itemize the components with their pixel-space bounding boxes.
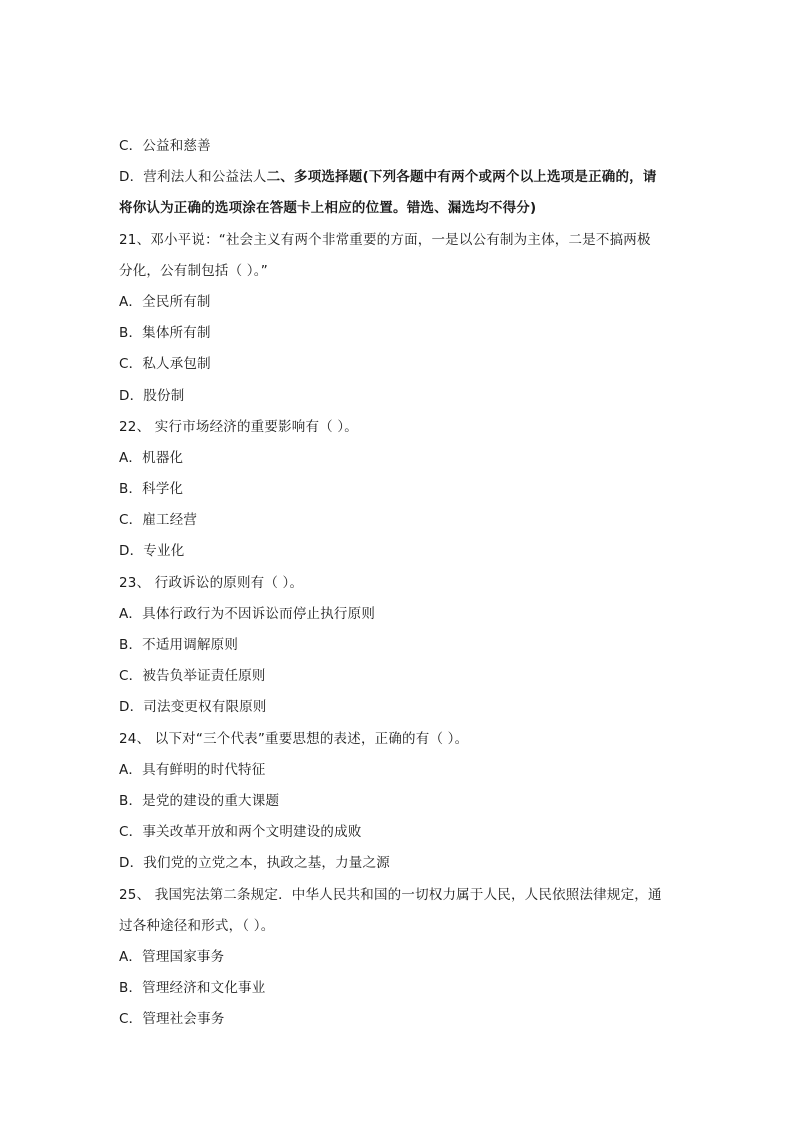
question-24-option-d: D．我们党的立党之本，执政之基，力量之源 bbox=[119, 855, 390, 872]
option-d-previous: D．营利法人和公益法人 bbox=[119, 169, 267, 186]
question-21-text: 21、邓小平说：“社会主义有两个非常重要的方面，一是以公有制为主体，二是不搞两极 bbox=[119, 231, 651, 248]
question-23-option-a: A．具体行政行为不因诉讼而停止执行原则 bbox=[119, 605, 376, 622]
section-heading-continued: 将你认为正确的选项涂在答题卡上相应的位置。错选、漏选均不得分) bbox=[119, 200, 537, 217]
question-21-option-b: B．集体所有制 bbox=[119, 325, 211, 342]
question-23-option-b: B．不适用调解原则 bbox=[119, 637, 239, 653]
question-21-option-c: C．私人承包制 bbox=[119, 356, 211, 373]
question-21-option-d: D．股份制 bbox=[119, 387, 185, 404]
question-21-option-a: A．全民所有制 bbox=[119, 293, 211, 310]
question-24-text: 24、 以下对“三个代表”重要思想的表述，正确的有（ ）。 bbox=[119, 730, 469, 747]
question-22-option-b: B．科学化 bbox=[119, 481, 184, 498]
question-25-option-c: C．管理社会事务 bbox=[119, 1011, 225, 1028]
question-21-text-continued: 分化，公有制包括（ ）。” bbox=[119, 262, 268, 279]
question-25-text-continued: 过各种途径和形式，（ ）。 bbox=[119, 917, 275, 934]
question-23-option-d: D．司法变更权有限原则 bbox=[119, 699, 267, 716]
question-22-option-d: D．专业化 bbox=[119, 543, 185, 560]
question-22-text: 22、 实行市场经济的重要影响有（ ）。 bbox=[119, 418, 359, 435]
question-24-option-a: A．具有鲜明的时代特征 bbox=[119, 761, 266, 778]
exam-content bbox=[119, 131, 679, 1035]
question-22-option-c: C．雇工经营 bbox=[119, 512, 198, 529]
question-24-option-b: B．是党的建设的重大课题 bbox=[119, 792, 280, 809]
question-24-option-c: C．事关改革开放和两个文明建设的成败 bbox=[119, 824, 362, 841]
question-23-text: 23、 行政诉讼的原则有（ ）。 bbox=[119, 574, 304, 591]
question-23-option-c: C．被告负举证责任原则 bbox=[119, 668, 266, 685]
question-22-option-a: A．机器化 bbox=[119, 449, 184, 466]
question-25-text: 25、 我国宪法第二条规定．中华人民共和国的一切权力属于人民，人民依照法律规定，通 bbox=[119, 886, 662, 903]
question-25-option-a: A．管理国家事务 bbox=[119, 948, 225, 965]
option-c-previous: C．公益和慈善 bbox=[119, 138, 211, 154]
question-25-option-b: B．管理经济和文化事业 bbox=[119, 980, 266, 997]
option-d-previous-with-section-heading bbox=[119, 162, 679, 193]
section-heading-multiple-choice: 二、多项选择题(下列各题中有两个或两个以上选项是正确的，请 bbox=[266, 169, 657, 186]
